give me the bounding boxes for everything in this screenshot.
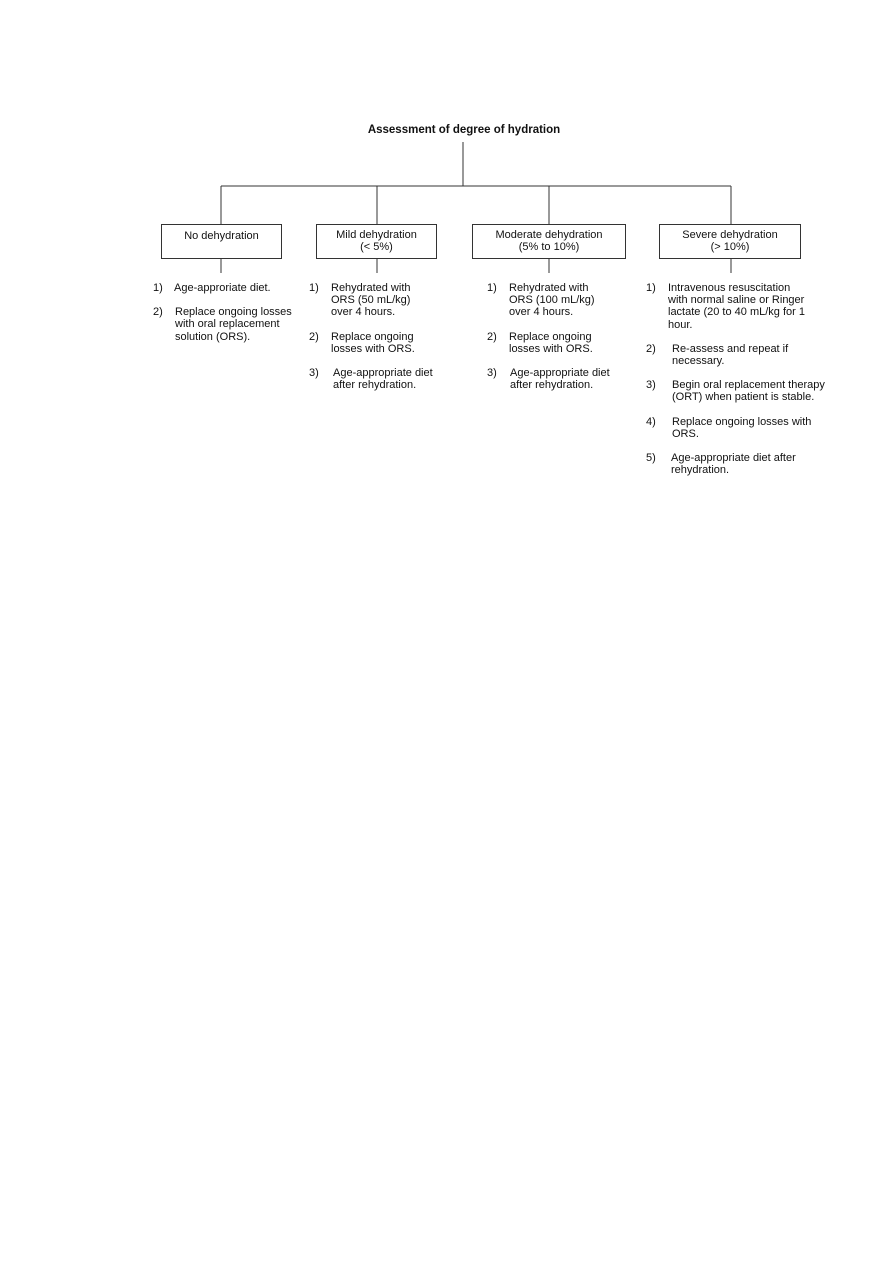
step-number: 3) (487, 367, 497, 380)
node-label: (> 10%) (710, 241, 750, 253)
step-text: Re-assess and repeat if necessary. (672, 342, 789, 368)
step-number: 1) (487, 282, 497, 294)
step-text: Age-appropriate diet after rehydration. (510, 367, 610, 392)
node-severe-dehydration (659, 224, 801, 259)
node-label: Mild dehydration (336, 229, 417, 241)
step-number: 1) (646, 282, 656, 294)
node-no-dehydration (161, 224, 282, 259)
node-label: No dehydration (184, 230, 259, 242)
node-label: Severe dehydration (682, 229, 778, 241)
steps-mild-dehydration (309, 282, 459, 403)
node-label: Moderate dehydration (495, 229, 603, 241)
step-item (487, 282, 637, 319)
step-number: 5) (646, 452, 656, 465)
step-number: 2) (487, 330, 497, 343)
step-item (646, 343, 836, 367)
step-item (646, 452, 836, 476)
step-text: Begin oral replacement therapy (ORT) when patient is stable. (672, 379, 825, 404)
step-number: 3) (646, 379, 656, 392)
step-item (646, 282, 836, 331)
step-text: Replace ongoing losses with ORS. (331, 330, 415, 355)
step-number: 1) (153, 282, 163, 294)
node-label: (< 5%) (360, 241, 393, 253)
node-mild-dehydration (316, 224, 437, 259)
step-number: 2) (309, 330, 319, 343)
node-moderate-dehydration (472, 224, 626, 259)
step-item (646, 416, 836, 440)
step-number: 3) (309, 367, 319, 380)
step-item (646, 379, 836, 403)
node-label: (5% to 10%) (518, 241, 580, 253)
steps-moderate-dehydration (487, 282, 637, 403)
step-number: 4) (646, 415, 656, 428)
step-text: Rehydrated with ORS (50 mL/kg) over 4 hours. (331, 282, 411, 319)
step-text: Replace ongoing losses with ORS. (509, 330, 593, 355)
step-number: 1) (309, 282, 319, 294)
step-number: 2) (646, 342, 656, 355)
step-text: Age-appropriate diet after rehydration. (333, 367, 433, 392)
step-item (153, 282, 303, 294)
step-item (487, 367, 637, 391)
step-item (309, 331, 459, 355)
step-text: Intravenous resuscitation with normal saline or Ringer lactate (20 to 40 mL/kg for 1 hour. (668, 282, 805, 331)
step-text: Age-approriate diet. (174, 282, 271, 294)
steps-no-dehydration (153, 282, 303, 355)
step-item (487, 331, 637, 355)
step-item (309, 282, 459, 319)
step-text: Replace ongoing losses with ORS. (672, 415, 812, 440)
step-text: Rehydrated with ORS (100 mL/kg) over 4 hours. (509, 282, 595, 319)
step-number: 2) (153, 306, 163, 319)
steps-severe-dehydration (646, 282, 836, 488)
diagram-title: Assessment of degree of hydration (367, 124, 561, 136)
step-item (309, 367, 459, 391)
step-text: Replace ongoing losses with oral replacement solution (ORS). (175, 306, 292, 343)
step-text: Age-appropriate diet after rehydration. (671, 452, 796, 477)
step-item (153, 306, 303, 343)
